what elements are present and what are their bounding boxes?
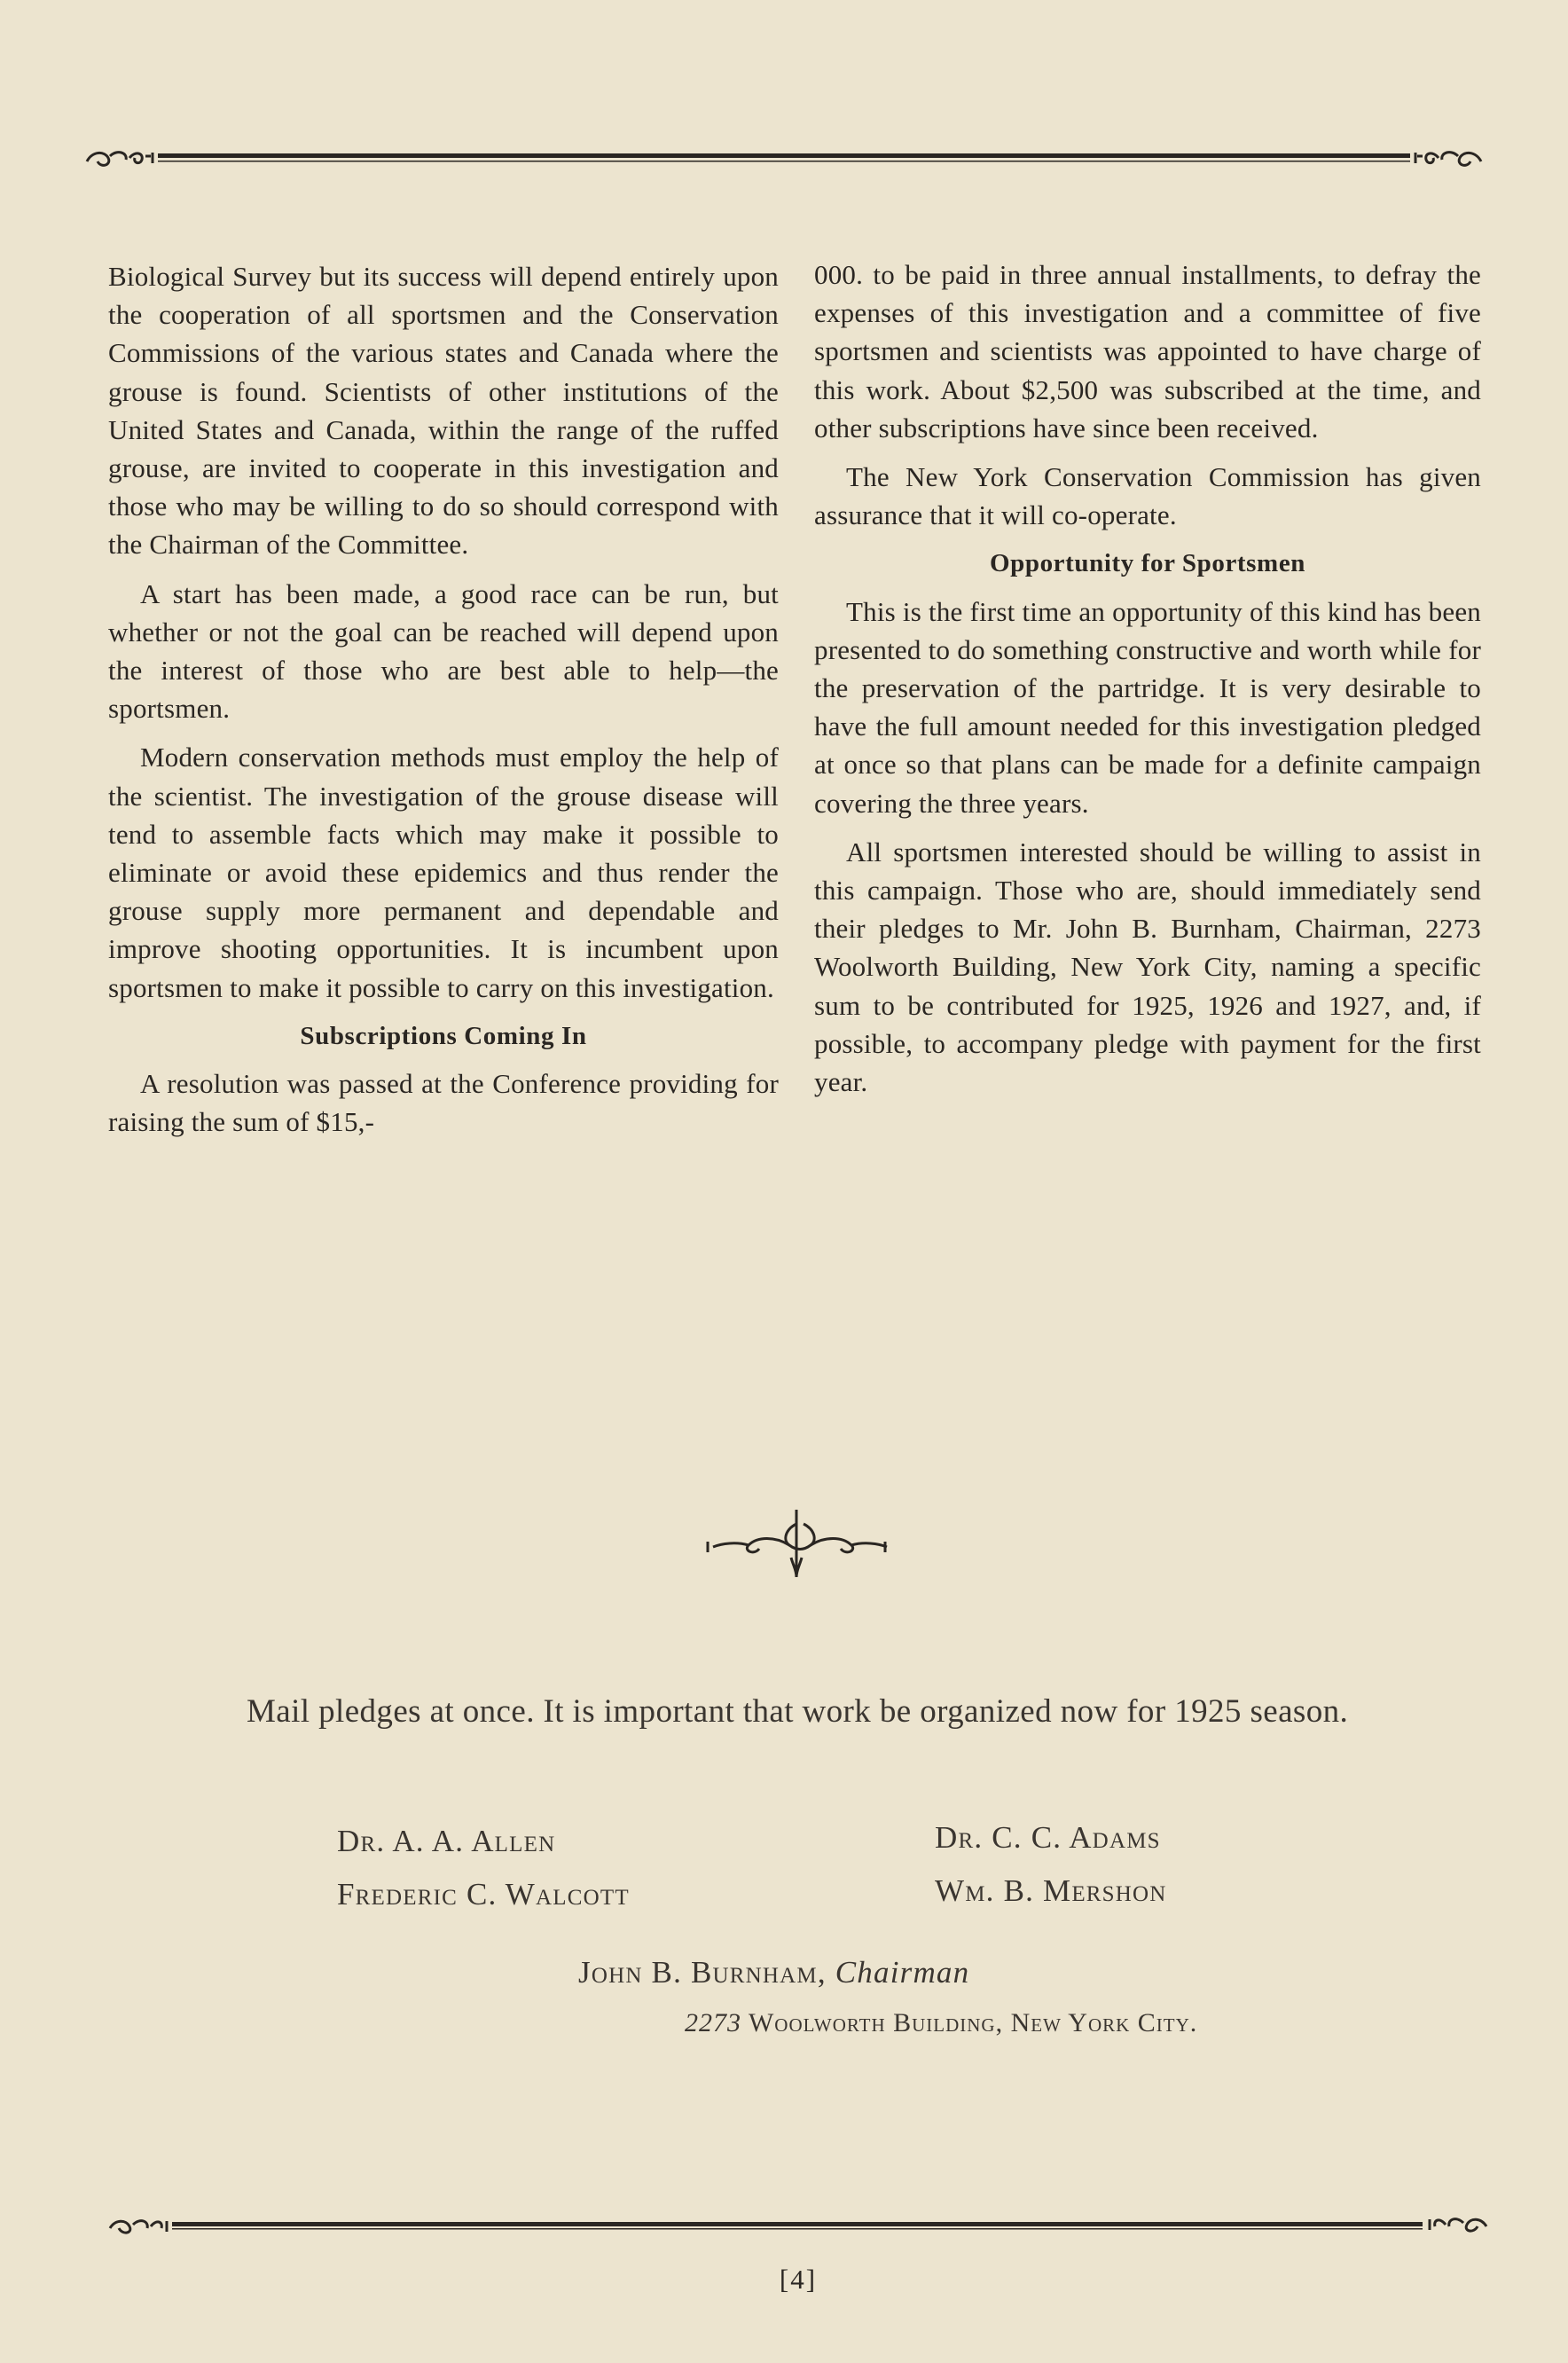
address-text: Woolworth Building, New York City. xyxy=(748,2008,1198,2037)
page-number: [4] xyxy=(779,2264,818,2295)
left-column xyxy=(108,257,779,1151)
scroll-ornament-icon xyxy=(704,1506,889,1581)
paragraph: 000. to be paid in three annual installments, to defray the expenses of this investigation and a committee of five sportsmen and scientists was appointed to have charge of this work. About $2,500 was subscribed at the time, and other subscriptions have since been received. xyxy=(814,259,1481,444)
top-ornamental-rule xyxy=(85,142,1483,172)
paragraph: This is the first time an opportunity of this kind has been presented to do something constructive and worth while for the preservation of the partridge. It is very desirable to have the full amount needed for this investigation pledged at once so that plans can be made for a definite campaign covering the three years. xyxy=(814,595,1481,819)
chairman-address xyxy=(685,2008,1197,2038)
signatory-mershon: Wm. B. Mershon xyxy=(935,1873,1167,1908)
paragraph: A start has been made, a good race can be run, but whether or not the goal can be reached will depend upon the interest of those who are best able to help—the sportsmen. xyxy=(108,577,779,725)
section-heading: Opportunity for Sportsmen xyxy=(989,549,1306,578)
paragraph: A resolution was passed at the Conference providing for raising the sum of $15,- xyxy=(108,1068,779,1138)
chairman-name: John B. Burnham, xyxy=(578,1955,827,1990)
section-heading: Subscriptions Coming In xyxy=(300,1021,587,1050)
chairman-role: Chairman xyxy=(835,1955,970,1990)
signatory-chairman xyxy=(578,1955,969,1990)
signatory-allen: Dr. A. A. Allen xyxy=(337,1824,556,1858)
address-number: 2273 xyxy=(685,2008,741,2037)
paragraph: Modern conservation methods must employ the help of the scientist. The investigation of the grouse disease will tend to assemble facts which may make it possible to eliminate or avoid these epidemics and thus render the grouse supply more permanent and dependable and improve shooting opportunities. It is incumbent upon sportsmen to make it possible to carry on this investigation. xyxy=(108,742,779,1003)
right-column xyxy=(814,255,1481,1111)
paragraph: Biological Survey but its success will depend entirely upon the cooperation of all sportsmen and the Conservation Commissions of the various states and Canada where the grouse is found. Scientists of other institutions of the United States and Canada, within the range of the ruffed grouse, are invited to cooperate in this investigation and those who may be willing to do so should correspond with the Chairman of the Committee. xyxy=(108,261,779,561)
paragraph: All sportsmen interested should be willing to assist in this campaign. Those who are, should immediately send their pledges to Mr. John B. Burnham, Chairman, 2273 Woolworth Building, New York City, naming a specific sum to be contributed for 1925, 1926 and 1927, and, if possible, to accompany pledge with payment for the first year. xyxy=(814,836,1481,1098)
signatory-walcott: Frederic C. Walcott xyxy=(337,1877,630,1912)
signatory-adams: Dr. C. C. Adams xyxy=(935,1820,1161,1855)
bottom-ornamental-rule xyxy=(108,2210,1488,2241)
paragraph: The New York Conservation Commission has given assurance that it will co-operate. xyxy=(814,461,1481,531)
mail-notice: Mail pledges at once. It is important that work be organized now for 1925 season. xyxy=(247,1693,1349,1730)
